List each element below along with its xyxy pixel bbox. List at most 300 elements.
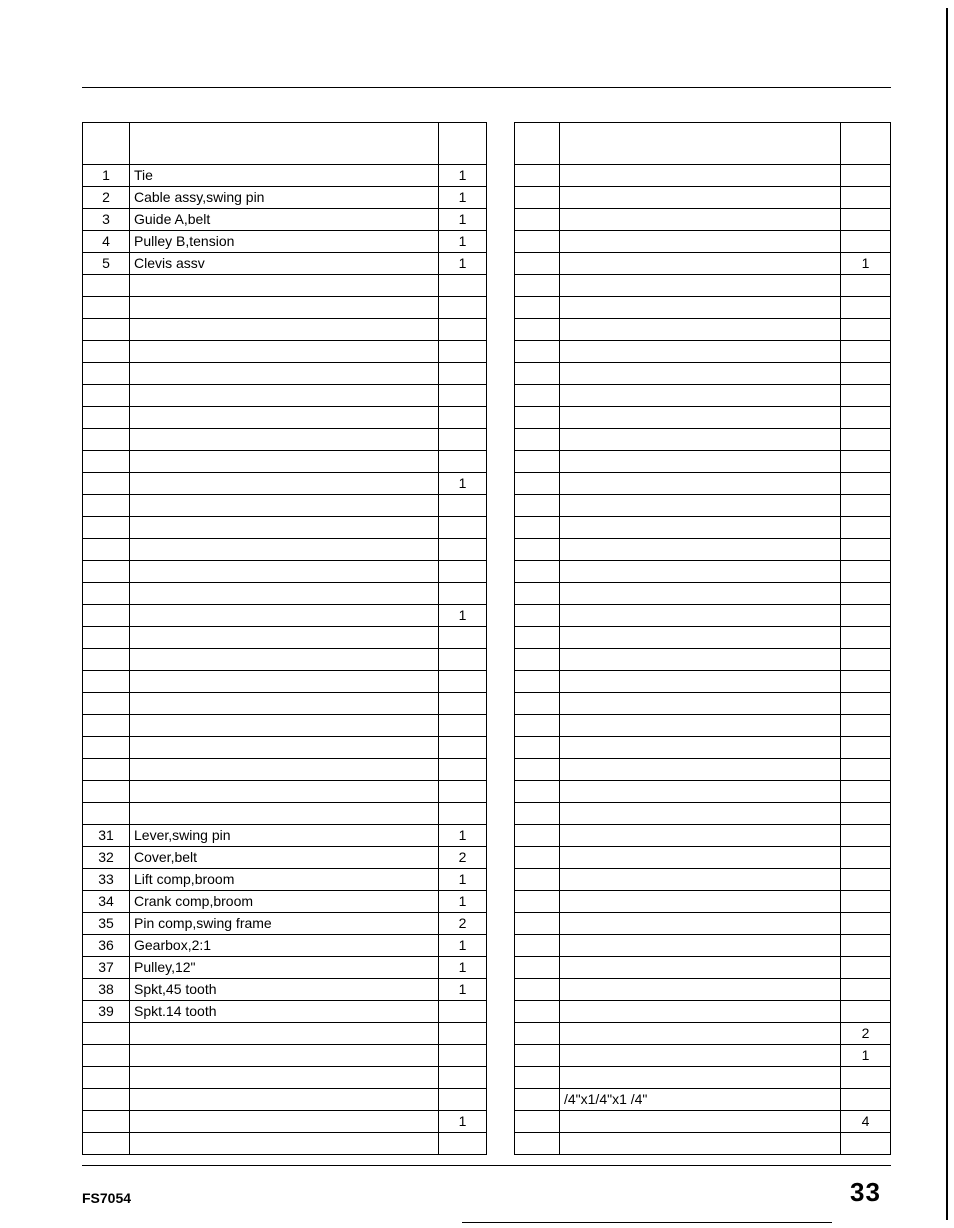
description-cell <box>130 429 439 451</box>
part-number-cell <box>83 1067 130 1089</box>
part-number-cell <box>515 297 560 319</box>
table-row <box>515 341 891 363</box>
table-row <box>83 1045 487 1067</box>
quantity-cell <box>841 385 891 407</box>
header-cell-no <box>515 123 560 165</box>
table-row <box>515 803 891 825</box>
table-row <box>83 671 487 693</box>
description-cell <box>560 539 841 561</box>
part-number-cell <box>83 1023 130 1045</box>
quantity-cell: 1 <box>439 869 487 891</box>
footer-rule <box>82 1165 891 1166</box>
table-row <box>515 891 891 913</box>
quantity-cell <box>439 715 487 737</box>
part-number-cell <box>515 275 560 297</box>
quantity-cell <box>841 781 891 803</box>
quantity-cell <box>439 495 487 517</box>
part-number-cell <box>83 297 130 319</box>
part-number-cell <box>515 627 560 649</box>
description-cell: Cover,belt <box>130 847 439 869</box>
quantity-cell <box>841 627 891 649</box>
part-number-cell <box>83 539 130 561</box>
part-number-cell <box>515 979 560 1001</box>
quantity-cell <box>841 429 891 451</box>
description-cell <box>560 803 841 825</box>
table-row <box>83 1089 487 1111</box>
table-row <box>83 759 487 781</box>
table-row <box>83 407 487 429</box>
part-number-cell <box>515 1067 560 1089</box>
quantity-cell <box>841 737 891 759</box>
quantity-cell <box>439 1089 487 1111</box>
part-number-cell <box>83 319 130 341</box>
quantity-cell <box>439 363 487 385</box>
table-row <box>83 231 487 253</box>
table-row <box>515 1023 891 1045</box>
description-cell <box>560 429 841 451</box>
footer-rule-bottom <box>462 1222 832 1223</box>
description-cell <box>130 671 439 693</box>
quantity-cell: 1 <box>439 825 487 847</box>
description-cell <box>560 869 841 891</box>
table-row <box>83 539 487 561</box>
description-cell <box>560 253 841 275</box>
description-cell <box>560 1001 841 1023</box>
part-number-cell: 38 <box>83 979 130 1001</box>
table-row <box>515 979 891 1001</box>
part-number-cell <box>83 1045 130 1067</box>
table-row <box>83 935 487 957</box>
table-row <box>83 737 487 759</box>
description-cell <box>560 935 841 957</box>
part-number-cell <box>515 847 560 869</box>
part-number-cell <box>83 429 130 451</box>
description-cell <box>560 979 841 1001</box>
quantity-cell <box>841 913 891 935</box>
part-number-cell <box>83 473 130 495</box>
part-number-cell <box>515 473 560 495</box>
table-row <box>83 495 487 517</box>
part-number-cell <box>515 429 560 451</box>
description-cell <box>560 1111 841 1133</box>
quantity-cell: 2 <box>439 913 487 935</box>
quantity-cell <box>841 891 891 913</box>
description-cell: Guide A,belt <box>130 209 439 231</box>
part-number-cell: 34 <box>83 891 130 913</box>
table-row <box>83 253 487 275</box>
part-number-cell <box>515 495 560 517</box>
part-number-cell: 3 <box>83 209 130 231</box>
table-row <box>515 1111 891 1133</box>
quantity-cell <box>439 1045 487 1067</box>
part-number-cell <box>83 451 130 473</box>
part-number-cell <box>83 649 130 671</box>
part-number-cell <box>515 957 560 979</box>
table-row <box>83 385 487 407</box>
description-cell <box>560 385 841 407</box>
table-row <box>515 693 891 715</box>
table-row <box>515 407 891 429</box>
description-cell <box>560 561 841 583</box>
description-cell <box>130 319 439 341</box>
description-cell <box>560 231 841 253</box>
part-number-cell <box>83 275 130 297</box>
description-cell <box>130 605 439 627</box>
part-number-cell <box>83 385 130 407</box>
description-cell <box>130 737 439 759</box>
description-cell <box>130 297 439 319</box>
description-cell <box>560 605 841 627</box>
table-row <box>515 671 891 693</box>
table-row <box>83 781 487 803</box>
table-row <box>515 253 891 275</box>
description-cell: Spkt,45 tooth <box>130 979 439 1001</box>
description-cell: /4"x1/4"x1 /4" <box>560 1089 841 1111</box>
table-row <box>83 187 487 209</box>
part-number-cell <box>515 869 560 891</box>
quantity-cell <box>439 759 487 781</box>
quantity-cell <box>439 429 487 451</box>
part-number-cell <box>515 715 560 737</box>
table-row <box>515 935 891 957</box>
description-cell: Gearbox,2:1 <box>130 935 439 957</box>
quantity-cell: 1 <box>439 957 487 979</box>
quantity-cell: 2 <box>439 847 487 869</box>
description-cell <box>130 1089 439 1111</box>
description-cell <box>560 693 841 715</box>
table-row <box>83 473 487 495</box>
table-row <box>83 693 487 715</box>
table-row <box>515 825 891 847</box>
quantity-cell <box>841 605 891 627</box>
part-number-cell <box>515 671 560 693</box>
table-header-row <box>515 123 891 165</box>
quantity-cell <box>841 451 891 473</box>
quantity-cell <box>841 803 891 825</box>
table-row <box>83 605 487 627</box>
description-cell <box>130 781 439 803</box>
table-row <box>515 319 891 341</box>
part-number-cell <box>515 583 560 605</box>
part-number-cell <box>83 341 130 363</box>
part-number-cell <box>515 561 560 583</box>
description-cell <box>130 583 439 605</box>
quantity-cell <box>841 1001 891 1023</box>
description-cell <box>130 1067 439 1089</box>
quantity-cell: 1 <box>439 935 487 957</box>
part-number-cell <box>83 781 130 803</box>
header-cell-qty <box>841 123 891 165</box>
quantity-cell <box>439 627 487 649</box>
part-number-cell <box>515 1111 560 1133</box>
quantity-cell <box>841 583 891 605</box>
quantity-cell <box>841 165 891 187</box>
table-row <box>83 341 487 363</box>
part-number-cell <box>515 253 560 275</box>
description-cell <box>130 627 439 649</box>
part-number-cell: 31 <box>83 825 130 847</box>
table-row <box>515 913 891 935</box>
description-cell <box>560 209 841 231</box>
description-cell <box>560 715 841 737</box>
header-cell-description <box>130 123 439 165</box>
parts-table-left <box>82 122 487 1155</box>
quantity-cell: 1 <box>439 253 487 275</box>
table-row <box>515 385 891 407</box>
table-row <box>83 715 487 737</box>
part-number-cell <box>515 539 560 561</box>
description-cell <box>130 715 439 737</box>
quantity-cell <box>841 979 891 1001</box>
description-cell <box>560 407 841 429</box>
description-cell <box>560 891 841 913</box>
table-row <box>515 759 891 781</box>
quantity-cell: 1 <box>439 165 487 187</box>
quantity-cell <box>439 693 487 715</box>
quantity-cell <box>439 803 487 825</box>
part-number-cell <box>83 693 130 715</box>
table-row <box>83 957 487 979</box>
table-row <box>83 319 487 341</box>
quantity-cell <box>841 363 891 385</box>
part-number-cell <box>515 737 560 759</box>
description-cell: Tie <box>130 165 439 187</box>
quantity-cell: 1 <box>439 979 487 1001</box>
table-row <box>515 165 891 187</box>
quantity-cell <box>841 187 891 209</box>
part-number-cell <box>515 451 560 473</box>
quantity-cell <box>439 737 487 759</box>
table-row <box>83 891 487 913</box>
table-row <box>83 649 487 671</box>
description-cell <box>130 759 439 781</box>
quantity-cell <box>841 671 891 693</box>
part-number-cell <box>83 583 130 605</box>
description-cell <box>560 737 841 759</box>
header-cell-description <box>560 123 841 165</box>
quantity-cell: 1 <box>439 187 487 209</box>
quantity-cell <box>841 715 891 737</box>
table-row <box>83 1023 487 1045</box>
quantity-cell: 1 <box>439 473 487 495</box>
description-cell <box>560 671 841 693</box>
part-number-cell <box>515 363 560 385</box>
part-number-cell <box>515 517 560 539</box>
part-number-cell <box>83 1089 130 1111</box>
table-row <box>83 451 487 473</box>
table-row <box>515 297 891 319</box>
description-cell: Pulley B,tension <box>130 231 439 253</box>
description-cell <box>560 913 841 935</box>
quantity-cell <box>439 407 487 429</box>
quantity-cell <box>841 1067 891 1089</box>
table-row <box>83 979 487 1001</box>
part-number-cell <box>515 759 560 781</box>
quantity-cell: 4 <box>841 1111 891 1133</box>
part-number-cell <box>515 385 560 407</box>
quantity-cell <box>439 1023 487 1045</box>
description-cell <box>560 495 841 517</box>
table-row <box>83 1067 487 1089</box>
table-row <box>83 825 487 847</box>
description-cell <box>560 1067 841 1089</box>
table-row <box>515 649 891 671</box>
table-row <box>515 539 891 561</box>
quantity-cell <box>841 649 891 671</box>
part-number-cell <box>83 561 130 583</box>
quantity-cell <box>439 583 487 605</box>
description-cell <box>130 649 439 671</box>
quantity-cell <box>841 407 891 429</box>
part-number-cell <box>515 1001 560 1023</box>
part-number-cell <box>515 913 560 935</box>
description-cell: Crank comp,broom <box>130 891 439 913</box>
quantity-cell <box>841 341 891 363</box>
part-number-cell: 4 <box>83 231 130 253</box>
description-cell <box>130 275 439 297</box>
description-cell: Pin comp,swing frame <box>130 913 439 935</box>
part-number-cell <box>83 803 130 825</box>
table-row <box>83 297 487 319</box>
quantity-cell <box>439 1133 487 1155</box>
quantity-cell <box>841 275 891 297</box>
part-number-cell <box>515 1045 560 1067</box>
header-cell-no <box>83 123 130 165</box>
table-row <box>515 1001 891 1023</box>
description-cell <box>130 1023 439 1045</box>
description-cell <box>130 539 439 561</box>
description-cell <box>130 385 439 407</box>
description-cell <box>560 341 841 363</box>
description-cell <box>130 1133 439 1155</box>
quantity-cell <box>439 649 487 671</box>
quantity-cell <box>841 473 891 495</box>
table-row <box>83 913 487 935</box>
part-number-cell <box>83 495 130 517</box>
description-cell <box>130 473 439 495</box>
quantity-cell <box>841 825 891 847</box>
description-cell <box>130 407 439 429</box>
table-row <box>515 517 891 539</box>
part-number-cell <box>515 693 560 715</box>
description-cell <box>560 517 841 539</box>
table-row <box>83 1133 487 1155</box>
quantity-cell <box>439 1001 487 1023</box>
table-row <box>515 957 891 979</box>
part-number-cell <box>83 715 130 737</box>
quantity-cell <box>439 385 487 407</box>
quantity-cell <box>439 671 487 693</box>
part-number-cell: 2 <box>83 187 130 209</box>
quantity-cell <box>439 319 487 341</box>
quantity-cell <box>841 319 891 341</box>
table-row <box>515 1045 891 1067</box>
part-number-cell <box>83 759 130 781</box>
description-cell <box>560 297 841 319</box>
description-cell: Pulley,12" <box>130 957 439 979</box>
quantity-cell <box>439 297 487 319</box>
part-number-cell <box>83 407 130 429</box>
description-cell <box>130 451 439 473</box>
quantity-cell <box>841 759 891 781</box>
description-cell <box>560 627 841 649</box>
part-number-cell <box>515 649 560 671</box>
quantity-cell: 1 <box>439 209 487 231</box>
description-cell <box>560 759 841 781</box>
part-number-cell: 32 <box>83 847 130 869</box>
quantity-cell <box>841 561 891 583</box>
quantity-cell: 1 <box>439 891 487 913</box>
part-number-cell <box>515 231 560 253</box>
header-rule <box>82 87 891 88</box>
table-row <box>83 209 487 231</box>
description-cell <box>560 187 841 209</box>
table-row <box>515 429 891 451</box>
part-number-cell <box>515 341 560 363</box>
part-number-cell <box>515 825 560 847</box>
quantity-cell <box>439 341 487 363</box>
table-row <box>515 1067 891 1089</box>
quantity-cell <box>841 693 891 715</box>
table-row <box>515 1089 891 1111</box>
quantity-cell <box>841 539 891 561</box>
part-number-cell <box>515 1023 560 1045</box>
page-number: 33 <box>850 1177 881 1207</box>
description-cell: Lever,swing pin <box>130 825 439 847</box>
quantity-cell: 1 <box>439 605 487 627</box>
quantity-cell <box>841 935 891 957</box>
part-number-cell: 39 <box>83 1001 130 1023</box>
table-row <box>515 847 891 869</box>
quantity-cell <box>439 517 487 539</box>
part-number-cell <box>83 737 130 759</box>
part-number-cell <box>83 517 130 539</box>
table-row <box>83 583 487 605</box>
quantity-cell <box>439 539 487 561</box>
document-id: FS7054 <box>82 1190 132 1206</box>
description-cell <box>130 341 439 363</box>
table-row <box>515 187 891 209</box>
table-header-row <box>83 123 487 165</box>
quantity-cell <box>841 209 891 231</box>
description-cell <box>560 649 841 671</box>
header-cell-qty <box>439 123 487 165</box>
description-cell <box>560 473 841 495</box>
quantity-cell <box>841 957 891 979</box>
quantity-cell <box>841 869 891 891</box>
part-number-cell <box>83 363 130 385</box>
quantity-cell <box>841 1133 891 1155</box>
table-row <box>515 605 891 627</box>
description-cell: Spkt.14 tooth <box>130 1001 439 1023</box>
table-row <box>83 803 487 825</box>
part-number-cell: 37 <box>83 957 130 979</box>
quantity-cell <box>439 781 487 803</box>
table-row <box>515 473 891 495</box>
part-number-cell <box>515 605 560 627</box>
description-cell <box>130 1111 439 1133</box>
part-number-cell <box>515 781 560 803</box>
description-cell <box>130 495 439 517</box>
table-row <box>83 517 487 539</box>
description-cell <box>130 803 439 825</box>
description-cell <box>560 781 841 803</box>
table-row <box>515 869 891 891</box>
table-row <box>515 363 891 385</box>
part-number-cell: 5 <box>83 253 130 275</box>
table-row <box>515 209 891 231</box>
table-row <box>83 165 487 187</box>
